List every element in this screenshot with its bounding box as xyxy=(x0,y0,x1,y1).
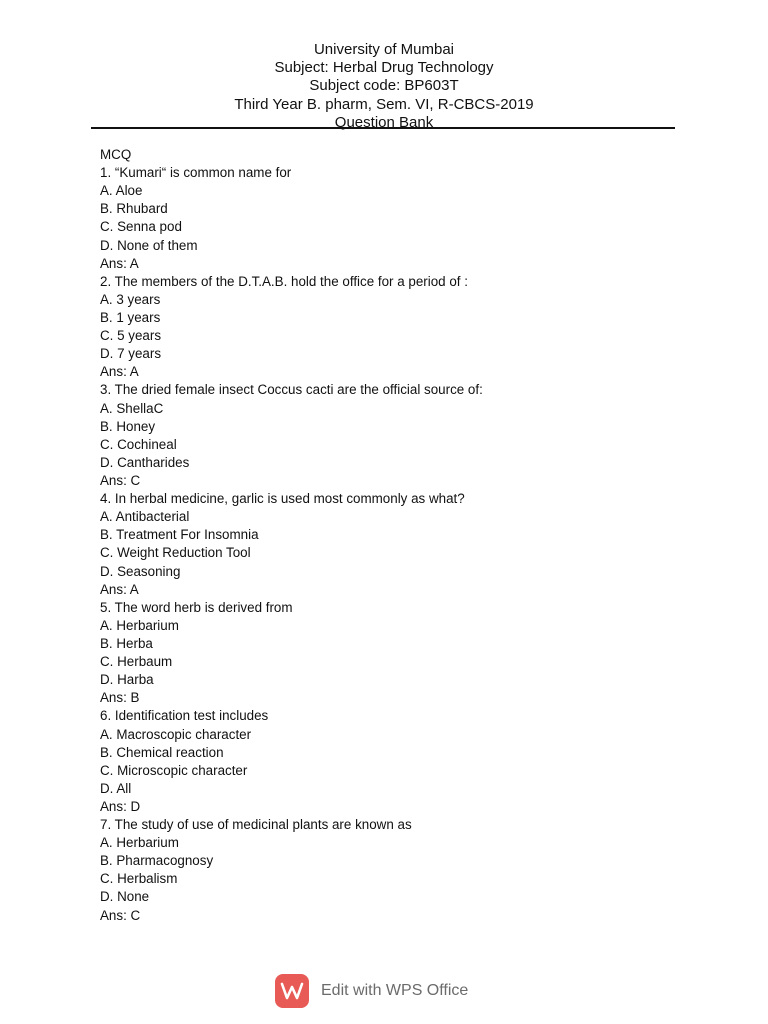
answer-key: Ans: A xyxy=(100,581,139,597)
answer-option: B. Herba xyxy=(100,635,153,651)
header-divider xyxy=(91,127,675,129)
answer-key: Ans: A xyxy=(100,255,139,271)
question-block xyxy=(100,381,483,490)
answer-option: B. Chemical reaction xyxy=(100,744,224,760)
answer-key: Ans: B xyxy=(100,690,140,706)
answer-option: A. Herbarium xyxy=(100,835,179,851)
question-text: 1. “Kumari“ is common name for xyxy=(100,165,292,181)
answer-option: C. Weight Reduction Tool xyxy=(100,545,251,561)
answer-option: D. 7 years xyxy=(100,346,162,362)
answer-option: D. None of them xyxy=(100,237,198,253)
wps-logo-icon xyxy=(275,974,309,1008)
answer-option: B. Rhubard xyxy=(100,201,168,217)
question-text: 6. Identification test includes xyxy=(100,708,269,724)
answer-option: B. Treatment For Insomnia xyxy=(100,527,259,543)
question-block xyxy=(100,490,483,599)
answer-option: D. Seasoning xyxy=(100,563,181,579)
answer-option: D. Cantharides xyxy=(100,454,190,470)
wps-watermark[interactable] xyxy=(275,974,468,1008)
answer-option: C. Microscopic character xyxy=(100,762,248,778)
question-text: 5. The word herb is derived from xyxy=(100,599,293,615)
document-header xyxy=(0,41,768,132)
question-block xyxy=(100,816,483,925)
answer-option: D. None xyxy=(100,889,150,905)
answer-option: C. Senna pod xyxy=(100,219,182,235)
course-year: Third Year B. pharm, Sem. VI, R-CBCS-2019 xyxy=(234,95,534,113)
question-text: 4. In herbal medicine, garlic is used most commonly as what? xyxy=(100,491,465,507)
answer-option: A. 3 years xyxy=(100,291,161,307)
question-text: 2. The members of the D.T.A.B. hold the office for a period of : xyxy=(100,273,468,289)
subject-name: Subject: Herbal Drug Technology xyxy=(274,59,494,77)
question-list xyxy=(100,146,483,925)
subject-code: Subject code: BP603T xyxy=(309,77,459,95)
answer-option: D. All xyxy=(100,780,132,796)
answer-option: A. Aloe xyxy=(100,183,143,199)
answer-option: A. Antibacterial xyxy=(100,509,190,525)
answer-key: Ans: C xyxy=(100,907,141,923)
question-text: 3. The dried female insect Coccus cacti are the official source of: xyxy=(100,382,483,398)
wps-edit-label: Edit with WPS Office xyxy=(321,982,469,999)
question-text: 7. The study of use of medicinal plants are known as xyxy=(100,817,412,833)
answer-option: C. Cochineal xyxy=(100,436,177,452)
answer-option: B. Pharmacognosy xyxy=(100,853,214,869)
document-title: Question Bank xyxy=(334,113,434,131)
question-block xyxy=(100,599,483,708)
answer-option: A. ShellaC xyxy=(100,400,164,416)
answer-option: B. 1 years xyxy=(100,309,161,325)
answer-key: Ans: D xyxy=(100,798,141,814)
answer-option: C. Herbalism xyxy=(100,871,178,887)
answer-option: C. Herbaum xyxy=(100,654,173,670)
answer-option: A. Herbarium xyxy=(100,617,179,633)
question-block xyxy=(100,164,483,273)
answer-option: A. Macroscopic character xyxy=(100,726,252,742)
answer-key: Ans: C xyxy=(100,472,141,488)
question-block xyxy=(100,707,483,816)
answer-option: C. 5 years xyxy=(100,328,162,344)
section-label: MCQ xyxy=(100,147,132,162)
question-block xyxy=(100,273,483,382)
answer-key: Ans: A xyxy=(100,364,139,380)
answer-option: B. Honey xyxy=(100,418,156,434)
answer-option: D. Harba xyxy=(100,672,154,688)
university-name: University of Mumbai xyxy=(313,41,455,58)
